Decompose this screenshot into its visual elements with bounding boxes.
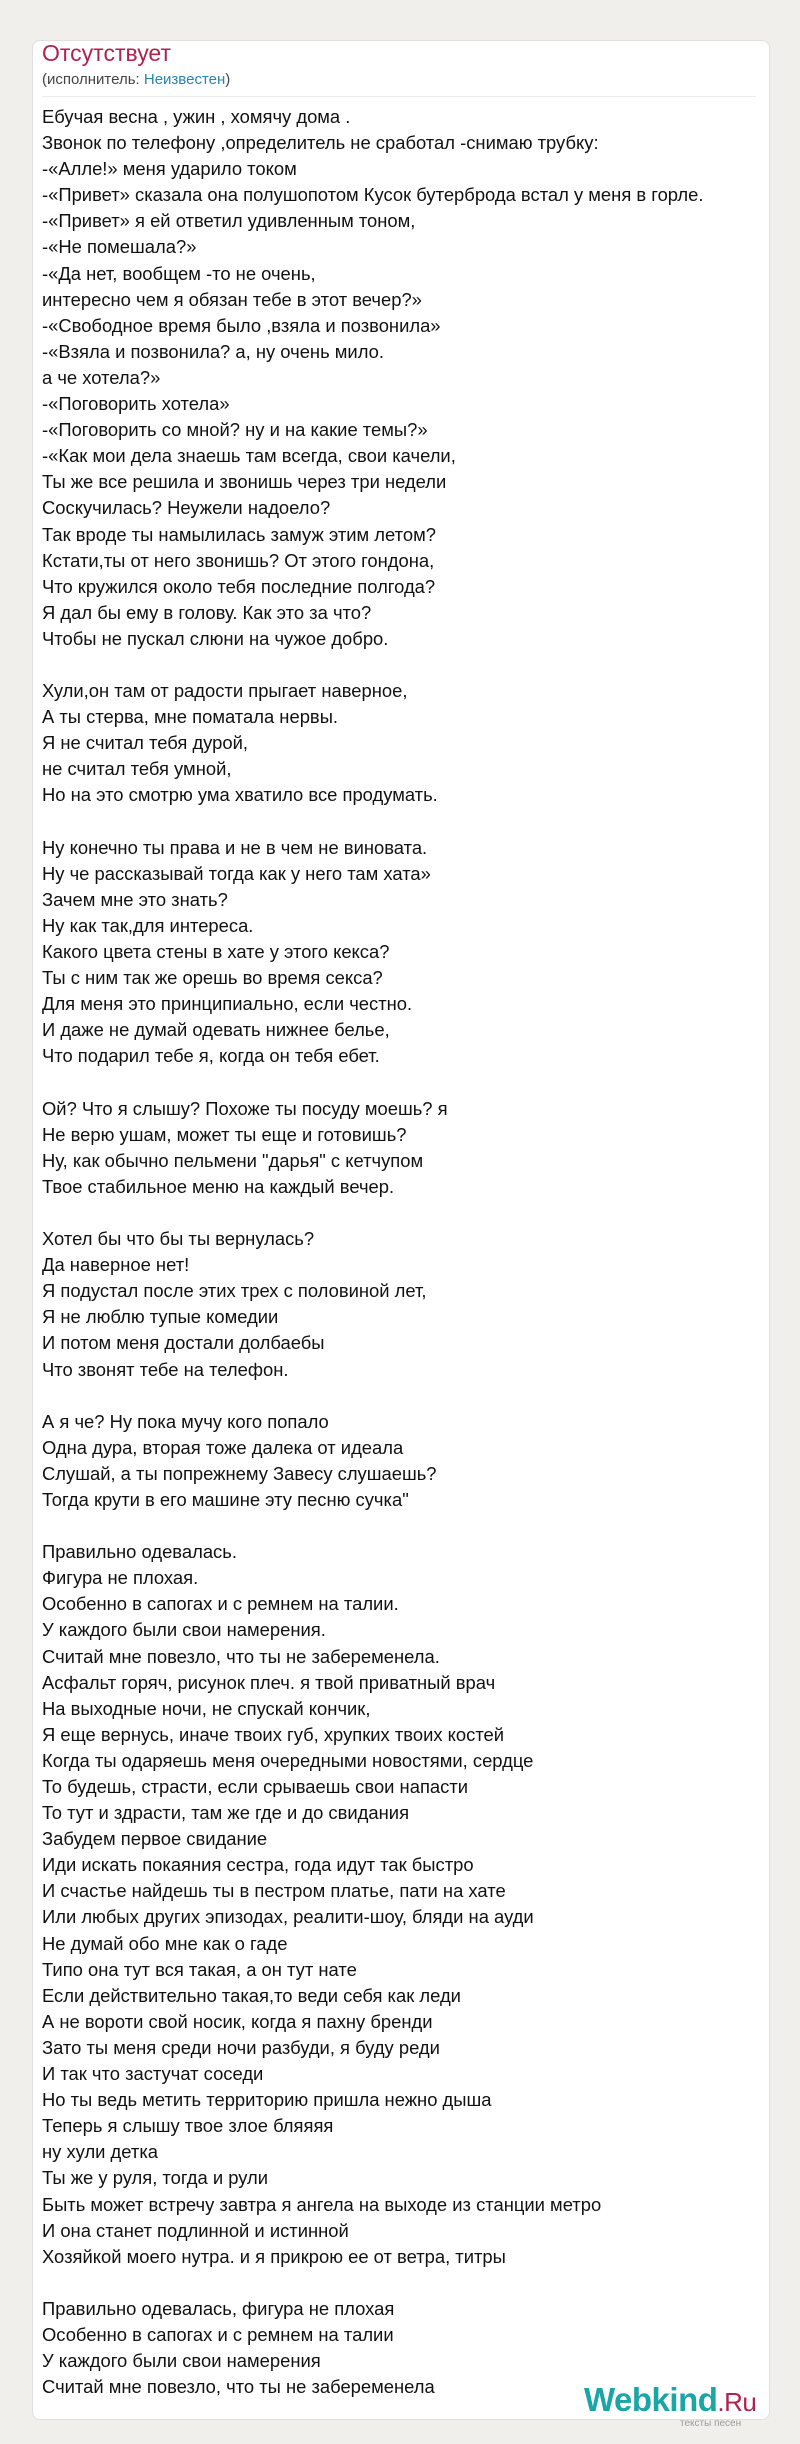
lyric-line: Забудем первое свидание bbox=[42, 1828, 268, 1850]
lyric-line: Ой? Что я слышу? Похоже ты посуду моешь? я bbox=[42, 1097, 448, 1119]
lyric-line: Одна дура, вторая тоже далека от идеала bbox=[42, 1436, 404, 1458]
lyric-line: ну хули детка bbox=[42, 2141, 159, 2163]
lyric-line: Считай мне повезло, что ты не забеременела bbox=[42, 2376, 435, 2398]
lyric-line: Быть может встречу завтра я ангела на выходе из станции метро bbox=[42, 2193, 602, 2215]
lyric-line: Если действительно такая,то веди себя как леди bbox=[42, 1984, 461, 2006]
lyric-line: Я еще вернусь, иначе твоих губ, хрупких твоих костей bbox=[42, 1723, 505, 1745]
lyric-line: Ну, как обычно пельмени "дарья" с кетчупом bbox=[42, 1149, 424, 1171]
lyric-line: И потом меня достали долбаебы bbox=[42, 1332, 325, 1354]
lyric-line: Зачем мне это знать? bbox=[42, 888, 228, 910]
lyric-line: Ну конечно ты права и не в чем не виновата. bbox=[42, 836, 428, 858]
webkind-logo[interactable] bbox=[584, 2380, 774, 2436]
lyric-line: Я не люблю тупые комедии bbox=[42, 1306, 279, 1328]
logo-wordmark bbox=[584, 2380, 756, 2422]
lyric-line: А ты стерва, мне поматала нервы. bbox=[42, 706, 339, 728]
lyric-line: -«Свободное время было ,взяла и позвонила» bbox=[42, 314, 441, 336]
lyric-line: Ты же все решила и звонишь через три недели bbox=[42, 471, 447, 493]
lyric-line: Хотел бы что бы ты вернулась? bbox=[42, 1228, 315, 1250]
lyric-line: То будешь, страсти, если срываешь свои напасти bbox=[42, 1776, 469, 1797]
lyrics-stanza bbox=[42, 104, 764, 652]
lyric-line: У каждого были свои намерения. bbox=[42, 1619, 326, 1641]
logo-tagline: тексты песен bbox=[680, 2418, 742, 2429]
lyric-line: -«Привет» сказала она полушопотом Кусок бутерброда встал у меня в горле. bbox=[42, 184, 704, 206]
lyric-line: Так вроде ты намылилась замуж этим летом? bbox=[42, 523, 436, 545]
logo-tld: .Ru bbox=[717, 2387, 757, 2417]
lyric-line: Ебучая весна , ужин , хомячу дома . bbox=[42, 106, 351, 127]
lyric-line: -«Алле!» меня ударило током bbox=[42, 158, 297, 180]
lyric-line: Но ты ведь метить территорию пришла нежно дыша bbox=[42, 2089, 492, 2111]
lyrics-stanza bbox=[42, 1539, 764, 2270]
lyric-line: Иди искать покаяния сестра, года идут так быстро bbox=[42, 1854, 474, 1876]
lyric-line: Слушай, а ты попрежнему Завесу слушаешь? bbox=[42, 1462, 437, 1484]
lyric-line: Что звонят тебе на телефон. bbox=[42, 1358, 289, 1380]
lyric-line: И даже не думай одевать нижнее белье, bbox=[42, 1019, 390, 1041]
lyric-line: Не думай обо мне как о гаде bbox=[42, 1932, 288, 1954]
lyric-line: -«Не помешала?» bbox=[42, 236, 197, 258]
lyric-line: Чтобы не пускал слюни на чужое добро. bbox=[42, 627, 389, 649]
lyric-line: Какого цвета стены в хате у этого кекса? bbox=[42, 941, 390, 962]
logo-brand: Webkind bbox=[584, 2381, 718, 2418]
lyric-line: А я че? Ну пока мучу кого попало bbox=[42, 1410, 329, 1432]
lyric-line: Звонок по телефону ,определитель не сработал -снимаю трубку: bbox=[42, 132, 599, 154]
lyric-line: Асфальт горяч, рисунок плеч. я твой приватный врач bbox=[42, 1671, 496, 1693]
lyric-line: Соскучилась? Неужели надоело? bbox=[42, 497, 331, 519]
lyric-line: Не верю ушам, может ты еще и готовишь? bbox=[42, 1123, 407, 1145]
lyric-line: Ты же у руля, тогда и рули bbox=[42, 2167, 269, 2189]
lyric-line: Да наверное нет! bbox=[42, 1254, 190, 1276]
lyric-line: -«Поговорить со мной? ну и на какие темы?» bbox=[42, 419, 428, 441]
lyric-line: Зато ты меня среди ночи разбуди, я буду реди bbox=[42, 2036, 440, 2058]
lyric-line: Особенно в сапогах и с ремнем на талии. bbox=[42, 1593, 399, 1615]
artist-line bbox=[42, 70, 230, 90]
lyric-line: Но на это смотрю ума хватило все продумать. bbox=[42, 784, 438, 806]
lyric-line: Ты с ним так же орешь во время секса? bbox=[42, 967, 383, 989]
lyric-line: не считал тебя умной, bbox=[42, 758, 232, 780]
lyrics-stanza bbox=[42, 1409, 764, 1513]
artist-suffix: ) bbox=[225, 71, 231, 88]
lyric-line: А не вороти свой носик, когда я пахну бренди bbox=[42, 2010, 433, 2032]
lyric-line: Правильно одевалась, фигура не плохая bbox=[42, 2297, 395, 2319]
lyrics-text bbox=[42, 104, 764, 2426]
lyric-line: Правильно одевалась. bbox=[42, 1541, 237, 1563]
song-title: Отсутствует bbox=[42, 40, 171, 66]
artist-link[interactable]: Неизвестен bbox=[143, 71, 226, 88]
lyric-line: У каждого были свои намерения bbox=[42, 2350, 321, 2372]
lyric-line: Тогда крути в его машине эту песню сучка" bbox=[42, 1488, 409, 1510]
lyric-line: Кстати,ты от него звонишь? От этого гондона, bbox=[42, 549, 435, 571]
lyric-line: а че хотела?» bbox=[42, 366, 161, 388]
lyric-line: Когда ты одаряешь меня очередными новостями, сердце bbox=[42, 1749, 534, 1771]
lyrics-stanza bbox=[42, 835, 764, 1070]
lyric-line: Ну как так,для интереса. bbox=[42, 914, 254, 936]
lyric-line: -«Взяла и позвонила? а, ну очень мило. bbox=[42, 340, 384, 362]
lyric-line: -«Поговорить хотела» bbox=[42, 393, 230, 415]
artist-prefix: (исполнитель: bbox=[42, 71, 144, 88]
lyric-line: На выходные ночи, не спускай кончик, bbox=[42, 1697, 371, 1719]
lyric-line: Я дал бы ему в голову. Как это за что? bbox=[42, 601, 372, 623]
lyric-line: То тут и здрасти, там же где и до свидания bbox=[42, 1802, 410, 1824]
lyric-line: Ну че рассказывай тогда как у него там хата» bbox=[42, 862, 431, 884]
lyric-line: Считай мне повезло, что ты не забеременела. bbox=[42, 1645, 440, 1667]
lyric-line: И счастье найдешь ты в пестром платье, пати на хате bbox=[42, 1880, 506, 1902]
lyric-line: Хули,он там от радости прыгает наверное, bbox=[42, 680, 408, 702]
lyric-line: И так что застучат соседи bbox=[42, 2063, 264, 2085]
lyric-line: -«Да нет, вообщем -то не очень, bbox=[42, 262, 316, 284]
lyric-line: Типо она тут вся такая, а он тут нате bbox=[42, 1958, 357, 1980]
lyric-line: Для меня это принципиально, если честно. bbox=[42, 993, 413, 1015]
lyric-line: интересно чем я обязан тебе в этот вечер?» bbox=[42, 288, 422, 310]
lyric-line: Хозяйкой моего нутра. и я прикрою ее от ветра, титры bbox=[42, 2245, 506, 2267]
lyric-line: Что подарил тебе я, когда он тебя ебет. bbox=[42, 1045, 380, 1067]
lyric-line: Я не считал тебя дурой, bbox=[42, 732, 249, 754]
lyric-line: Особенно в сапогах и с ремнем на талии bbox=[42, 2323, 394, 2345]
lyric-line: Твое стабильное меню на каждый вечер. bbox=[42, 1175, 395, 1197]
lyric-line: Что кружился около тебя последние полгода? bbox=[42, 575, 436, 597]
lyric-line: -«Привет» я ей ответил удивленным тоном, bbox=[42, 210, 416, 232]
lyrics-stanza bbox=[42, 1226, 764, 1383]
header-divider bbox=[42, 96, 756, 97]
lyric-line: Или любых других эпизодах, реалити-шоу, бляди на ауди bbox=[42, 1906, 534, 1928]
lyric-line: И она станет подлинной и истинной bbox=[42, 2219, 349, 2241]
lyric-line: -«Как мои дела знаешь там всегда, свои качели, bbox=[42, 445, 456, 467]
lyrics-stanza bbox=[42, 1096, 764, 1200]
lyric-line: Фигура не плохая. bbox=[42, 1567, 199, 1589]
lyric-line: Я подустал после этих трех с половиной лет, bbox=[42, 1280, 427, 1302]
lyric-line: Теперь я слышу твое злое бляяяя bbox=[42, 2115, 334, 2137]
lyrics-stanza bbox=[42, 678, 764, 808]
